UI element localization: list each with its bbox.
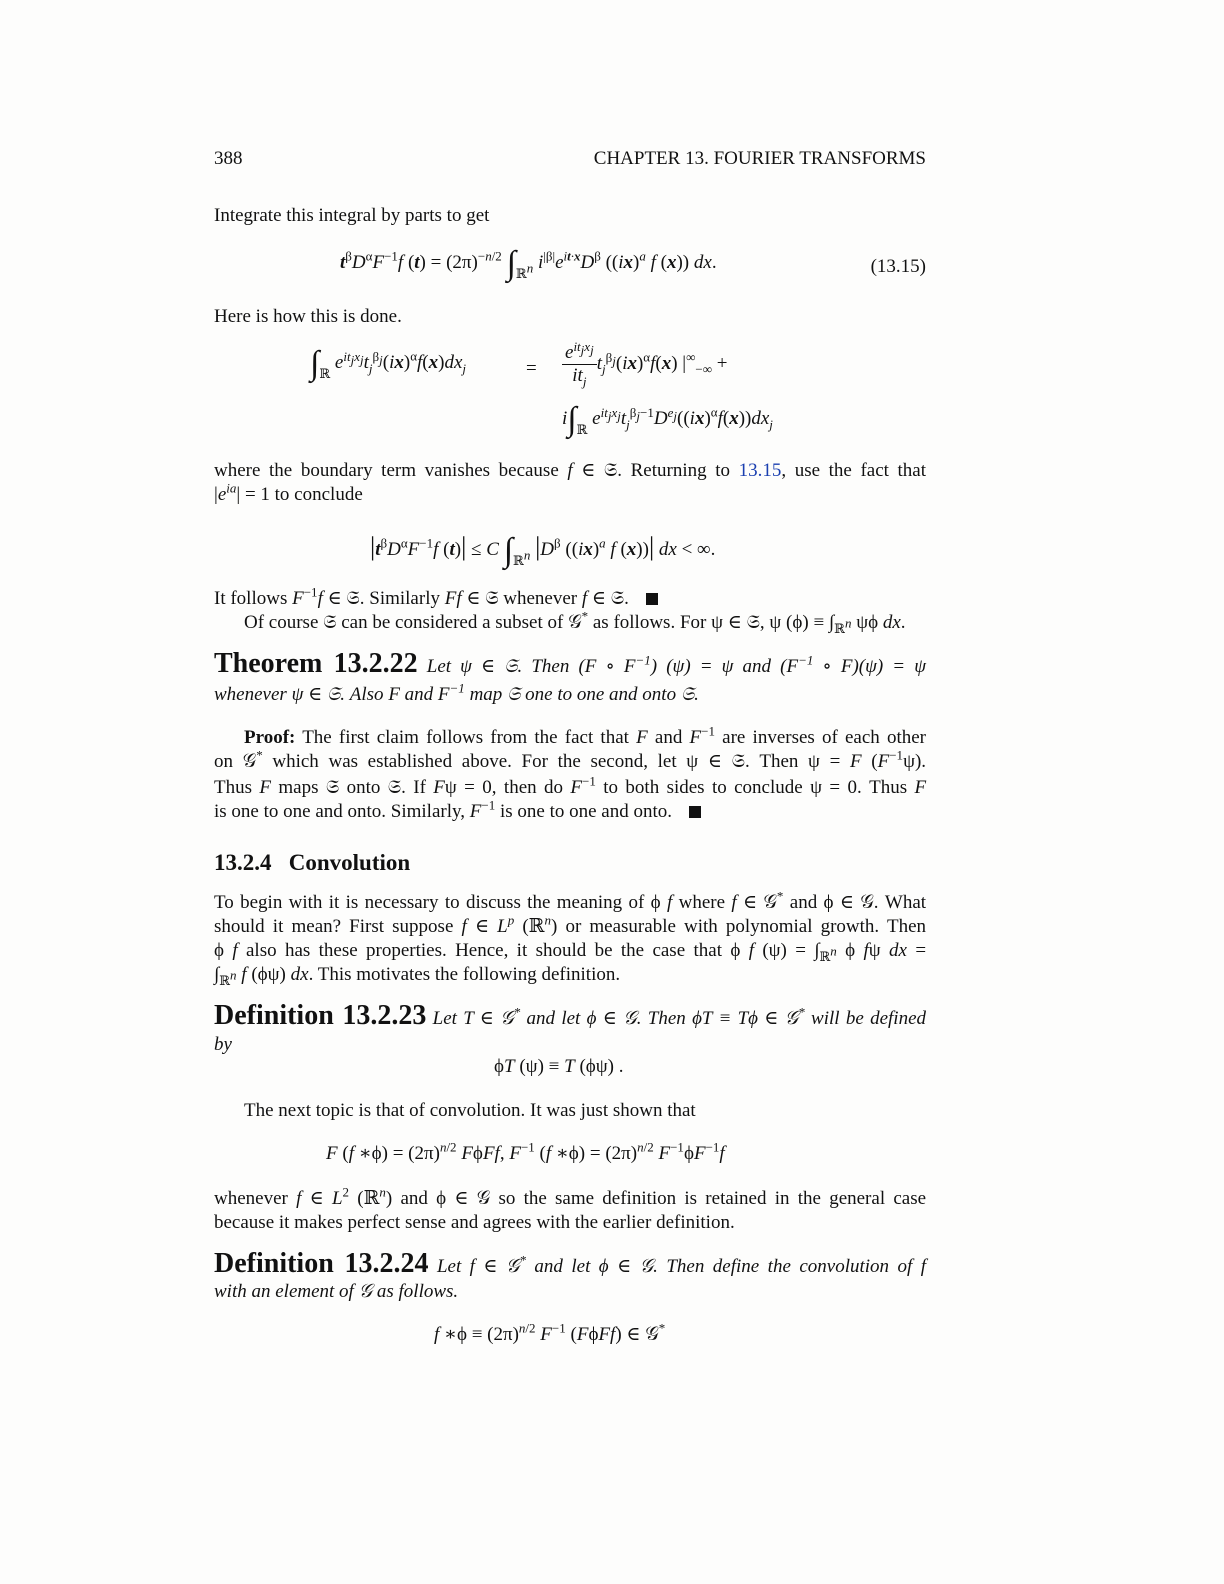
definition-13-2-24-line1: Definition 13.2.24 Let f ∈ 𝒢* and let ϕ ∈ 𝒢. Then define the convolution of f bbox=[214, 1248, 926, 1279]
equation-parts-lhs: $\int_ℝ$ $e^{it_jx_j}t_j^{\beta_j}(ix)^\alpha f(x)dx_j$ bbox=[310, 345, 466, 382]
equation-definition-23: ϕT (ψ) ≡ T (ϕψ) . bbox=[494, 1056, 624, 1077]
equation-definition-24: f ∗ϕ ≡ $(2\pi)^{n/2}$ $F^{-1}$ (FϕFf) ∈ 𝒢* bbox=[434, 1320, 666, 1345]
paragraph-boundary-line2: $|e^{ia}| = 1$ to conclude bbox=[214, 480, 363, 505]
paragraph-convolution-line2: should it mean? First suppose f ∈ $L^p$ (ℝ$^n$) or measurable with polynomial growth. Then bbox=[214, 912, 927, 937]
theorem-13-2-22-line1: Theorem 13.2.22 Let ψ ∈ 𝔖. Then (F ∘ $F^{-1}$) (ψ) = ψ and ($F^{-1}$ ∘ F)(ψ) = ψ bbox=[214, 648, 927, 679]
definition-title: Definition 13.2.24 bbox=[214, 1248, 429, 1279]
paragraph-here: Here is how this is done. bbox=[214, 306, 402, 327]
qed-square-icon bbox=[689, 806, 701, 818]
equation-13-15: $t^\beta D^\alpha F^{-1}f$ $(t) = (2\pi)^{-n/2}$ $\int_{ℝ^n}$ $i^{|\beta|}e^{it\cdot x}D^\beta$ ((ix)$^a$ f (x)) dx. bbox=[340, 245, 717, 282]
paragraph-of-course: Of course 𝔖 can be considered a subset of 𝒢* as follows. For ψ ∈ 𝔖, ψ $(\phi) \equiv \int_{ℝ^n}$ ψϕ dx. bbox=[244, 608, 906, 636]
equation-number-13-15: (13.15) bbox=[870, 256, 926, 277]
equation-inequality: $|t^\beta D^\alpha F^{-1}f$ (t)| ≤ C $\int_{ℝ^n}$ $|D^\beta$ ((ix)$^a$ f (x))| dx < ∞. bbox=[370, 532, 716, 569]
paragraph-convolution-line4: $\int_{ℝ^n}$ f (ϕψ) dx. This motivates the following definition. bbox=[214, 964, 621, 988]
equation-convolution-fourier: F (f ∗ϕ) = $(2\pi)^{n/2}$ FϕFf, $F^{-1}$ (f ∗ϕ) = $(2\pi)^{n/2}$ $F^{-1}\phi F^{-1}f$ bbox=[326, 1139, 725, 1164]
paragraph-intro: Integrate this integral by parts to get bbox=[214, 205, 490, 226]
paragraph-follows: It follows $F^{-1}f$ ∈ 𝔖. Similarly Ff ∈ 𝔖 whenever f ∈ 𝔖. bbox=[214, 587, 658, 611]
paragraph-whenever-line2: because it makes perfect sense and agrees with the earlier definition. bbox=[214, 1212, 735, 1233]
definition-13-2-23-line2: by bbox=[214, 1034, 232, 1055]
chapter-title: CHAPTER 13. FOURIER TRANSFORMS bbox=[593, 148, 926, 169]
qed-square-icon bbox=[646, 593, 658, 605]
section-heading: 13.2.4 Convolution bbox=[214, 850, 411, 875]
equation-parts-rhs-line1: $\frac{e^{it_jx_j}}{it_j}$ $t_j^{\beta_j}(ix)^\alpha f(x) |^\infty_{-\infty}$ + bbox=[562, 342, 727, 387]
definition-title: Definition 13.2.23 bbox=[214, 1000, 427, 1031]
paragraph-boundary-line1: where the boundary term vanishes because f ∈ 𝔖. Returning to 13.15, use the fact that bbox=[214, 460, 927, 481]
page-number: 388 bbox=[214, 148, 243, 169]
paragraph-next-topic: The next topic is that of convolution. It was just shown that bbox=[244, 1100, 696, 1121]
proof-line2: on 𝒢* which was established above. For the second, let ψ ∈ 𝔖. Then ψ = F $(F^{-1}\psi)$. bbox=[214, 747, 927, 772]
paragraph-convolution-line1: To begin with it is necessary to discuss the meaning of ϕ f where f ∈ 𝒢* and ϕ ∈ 𝒢. What bbox=[214, 888, 927, 913]
paragraph-convolution-line3: ϕ f also has these properties. Hence, it should be the case that ϕ f $(\psi) = \int_{ℝ^n}$ ϕ fψ dx = bbox=[214, 940, 927, 964]
theorem-title: Theorem 13.2.22 bbox=[214, 648, 418, 679]
equation-parts-equals: = bbox=[526, 358, 537, 379]
proof-line1: Proof: The first claim follows from the fact that F and $F^{-1}$ are inverses of each other bbox=[244, 723, 927, 748]
paragraph-whenever-line1: whenever f ∈ $L^2$ (ℝ$^n$) and ϕ ∈ 𝒢 so the same definition is retained in the general case bbox=[214, 1184, 927, 1209]
definition-13-2-24-line2: with an element of 𝒢 as follows. bbox=[214, 1281, 459, 1302]
equation-parts-rhs-line2: $i\int_ℝ$ $e^{it_jx_j}t_j^{\beta_j-1}D^{e_j}((ix)^\alpha f(x))dx_j$ bbox=[562, 401, 773, 438]
definition-13-2-23-line1: Definition 13.2.23 Let T ∈ 𝒢* and let ϕ ∈ 𝒢. Then ϕT ≡ Tϕ ∈ 𝒢* will be defined bbox=[214, 1000, 927, 1031]
equation-reference-link[interactable]: 13.15 bbox=[738, 460, 782, 481]
theorem-13-2-22-line2: whenever ψ ∈ 𝔖. Also F and $F^{-1}$ map 𝔖 one to one and onto 𝔖. bbox=[214, 680, 699, 705]
proof-line3: Thus F maps 𝔖 onto 𝔖. If Fψ = 0, then do $F^{-1}$ to both sides to conclude ψ = 0. Thus F bbox=[214, 773, 927, 798]
proof-line4: is one to one and onto. Similarly, $F^{-1}$ is one to one and onto. bbox=[214, 800, 701, 824]
